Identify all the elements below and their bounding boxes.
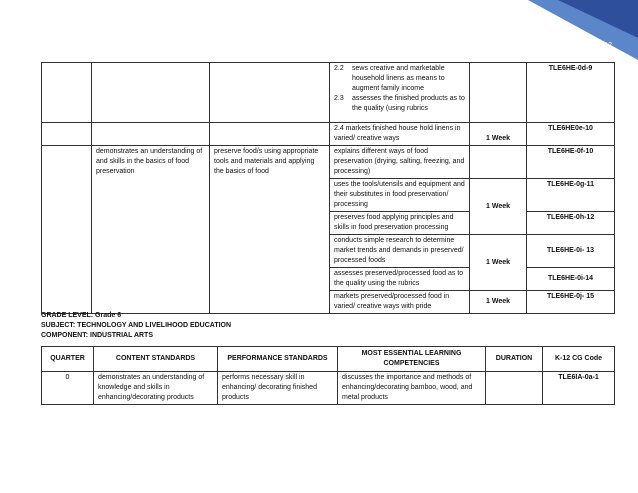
content-standard-cell [92,123,210,146]
list-item [334,94,465,114]
performance-standard-cell: performs necessary skill in enhancing/ decorating finished products [218,372,338,405]
cg-code-cell: TLE6HE-0g-11 [527,179,615,212]
subject-label: SUBJECT: TECHNOLOGY AND LIVELIHOOD EDUCATION [41,322,232,329]
list-item [334,64,465,94]
performance-standard-cell: preserve food/s using appropriate tools and materials and applying the basics of food [210,146,330,314]
performance-standard-cell [210,123,330,146]
duration-cell [486,372,543,405]
quarter-cell [42,63,92,123]
duration-cell: 1 Week [470,123,527,146]
cg-code-cell: TLE6HE-0h-12 [527,212,615,235]
cg-code-cell: TLE6IA-0a-1 [543,372,615,405]
competency-table-industrial-arts [41,346,615,405]
component-label: COMPONENT: INDUSTRIAL ARTS [41,332,153,339]
grade-level-label: GRADE LEVEL: Grade 6 [41,312,122,319]
header-performance-standards: PERFORMANCE STANDARDS [218,347,338,372]
competency-table-continued [41,62,615,314]
table-row [42,372,615,405]
competency-cell: 2.4 markets finished house hold linens in varied/ creative ways [330,123,470,146]
cg-code-cell: TLE6HE-0i-14 [527,268,615,291]
content-standard-cell [92,63,210,123]
duration-cell [470,63,527,123]
header-competencies: MOST ESSENTIAL LEARNING COMPETENCIES [338,347,486,372]
competency-cell: assesses preserved/processed food as to the quality using the rubrics [330,268,470,291]
competency-cell: conducts simple research to determine market trends and demands in preserved/ processed foods [330,235,470,268]
table-row [42,146,615,179]
duration-cell: 1 Week [470,235,527,291]
page-number: 412 [600,42,612,49]
cg-code-cell: TLE6HE-0j- 15 [527,291,615,314]
competency-cell: explains different ways of food preservation (drying, salting, freezing, and processing) [330,146,470,179]
cg-code-cell: TLE6HE-0f-10 [527,146,615,179]
item-text: assesses the finished products as to the quality (using rubrics [352,95,465,112]
competency-cell: uses the tools/utensils and equipment and their substitutes in food preservation/ processing [330,179,470,212]
table-row [42,123,615,146]
header-duration: DURATION [486,347,543,372]
cg-code-cell: TLE6HE-0d-9 [527,63,615,123]
cg-code-cell: TLE6HE0e-10 [527,123,615,146]
duration-cell [470,146,527,179]
quarter-cell: 0 [42,372,94,405]
competency-cell: discusses the importance and methods of enhancing/decorating bamboo, wood, and metal products [338,372,486,405]
quarter-cell [42,146,92,314]
header-cg-code: K-12 CG Code [543,347,615,372]
competency-cell: preserves food applying principles and skills in food preservation processing [330,212,470,235]
cg-code-cell: TLE6HE-0i- 13 [527,235,615,268]
performance-standard-cell [210,63,330,123]
competency-cell [330,63,470,123]
quarter-cell [42,123,92,146]
content-standard-cell: demonstrates an understanding of and skills in the basics of food preservation [92,146,210,314]
table-row [42,63,615,123]
table-header-row [42,347,615,372]
item-number: 2.2 [334,65,344,72]
content-standard-cell: demonstrates an understanding of knowledge and skills in enhancing/decorating products [94,372,218,405]
duration-cell: 1 Week [470,179,527,235]
header-content-standards: CONTENT STANDARDS [94,347,218,372]
page-corner-decoration [528,0,638,60]
header-quarter: QUARTER [42,347,94,372]
item-text: sews creative and marketable household linens as means to augment family income [352,65,445,92]
competency-cell: markets preserved/processed food in varied/ creative ways with pride [330,291,470,314]
item-number: 2.3 [334,95,344,102]
duration-cell: 1 Week [470,291,527,314]
